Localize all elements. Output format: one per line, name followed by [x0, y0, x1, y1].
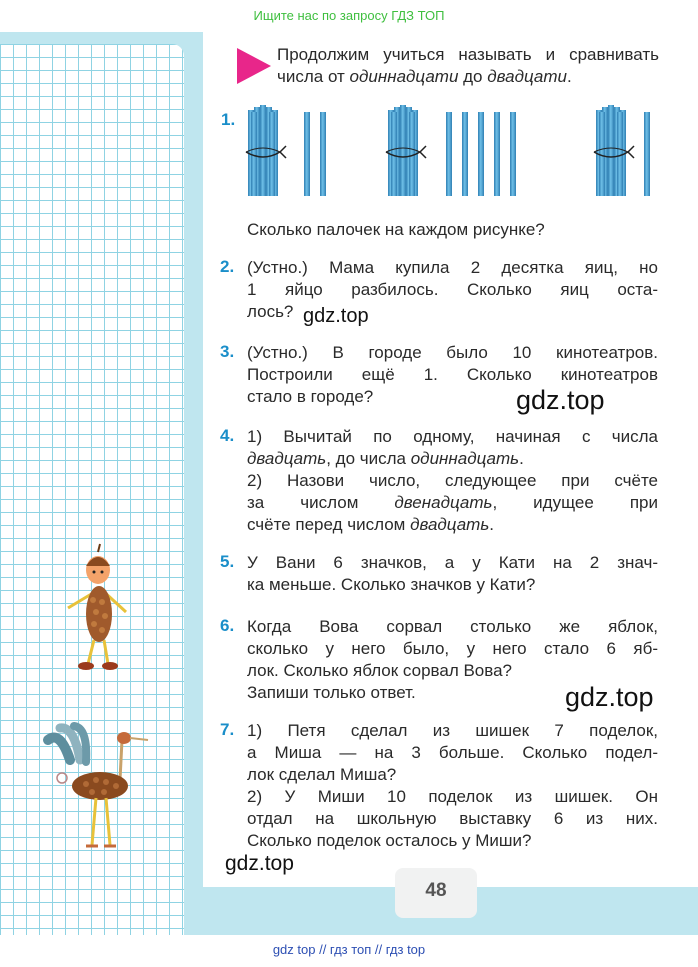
- watermark-2: gdz.top: [516, 385, 605, 415]
- intro-arrow-icon: [237, 48, 271, 84]
- stick-bundle-1: [246, 105, 286, 196]
- task-1-question: Сколько палочек на каждом рисунке?: [247, 220, 545, 239]
- task-7-text: 1) Петя сделал из шишек 7 поделок, а Миша — на 3 больше. Сколько подел- лок сделал Миша? 2) У Миши 10 поделок из шишек. Он отдал на школьную выставку 6 из них. Сколько поделок осталось у Миши?: [247, 721, 658, 850]
- task-1-number: 1.: [221, 110, 236, 129]
- task-7-number: 7.: [220, 720, 235, 739]
- page-number: 48: [425, 880, 447, 901]
- page-number-tab: [395, 868, 477, 918]
- task-3-number: 3.: [220, 342, 235, 361]
- task-3-text: (Устно.) В городе было 10 кинотеатров. Построили ещё 1. Сколько кинотеатров стало в городе?: [247, 343, 658, 406]
- intro-line-1: Продолжим учиться называть и сравнивать: [277, 45, 659, 64]
- acorn-figure-illustration: [62, 540, 132, 675]
- stick-bundle-3: [594, 105, 634, 196]
- watermark-1: gdz.top: [303, 305, 369, 327]
- task-4-number: 4.: [220, 426, 235, 445]
- ostrich-figure-illustration: [40, 720, 155, 855]
- task-2-text: (Устно.) Мама купила 2 десятка яиц, но 1 яйцо разбилось. Сколько яиц оста- лось?: [247, 258, 658, 321]
- top-banner: Ищите нас по запросу ГДЗ ТОП: [0, 0, 698, 32]
- watermark-3: gdz.top: [565, 682, 654, 712]
- intro-line-2: числа от одиннадцати до двадцати.: [277, 67, 572, 86]
- task-5-text: У Вани 6 значков, а у Кати на 2 знач- ка меньше. Сколько значков у Кати?: [247, 553, 658, 594]
- task-5-number: 5.: [220, 552, 235, 571]
- task-6-number: 6.: [220, 616, 235, 635]
- sticks-illustration: [240, 100, 670, 200]
- task-4-text: 1) Вычитай по одному, начиная с числа двадцать, до числа одиннадцать. 2) Назови число, следующее при счёте за числом двенадцать, идущее при счёте перед числом двадцать.: [247, 427, 658, 534]
- stick-bundle-2: [386, 105, 426, 196]
- watermark-4: gdz.top: [225, 852, 294, 875]
- task-2-number: 2.: [220, 257, 235, 276]
- intro-text: [277, 44, 659, 88]
- footer-bar: gdz top // гдз топ // гдз top: [0, 935, 698, 967]
- task-6-text: Когда Вова сорвал столько же яблок, сколько у него было, у него стало 6 яб- лок. Сколько яблок сорвал Вова? Запиши только ответ.: [247, 617, 658, 702]
